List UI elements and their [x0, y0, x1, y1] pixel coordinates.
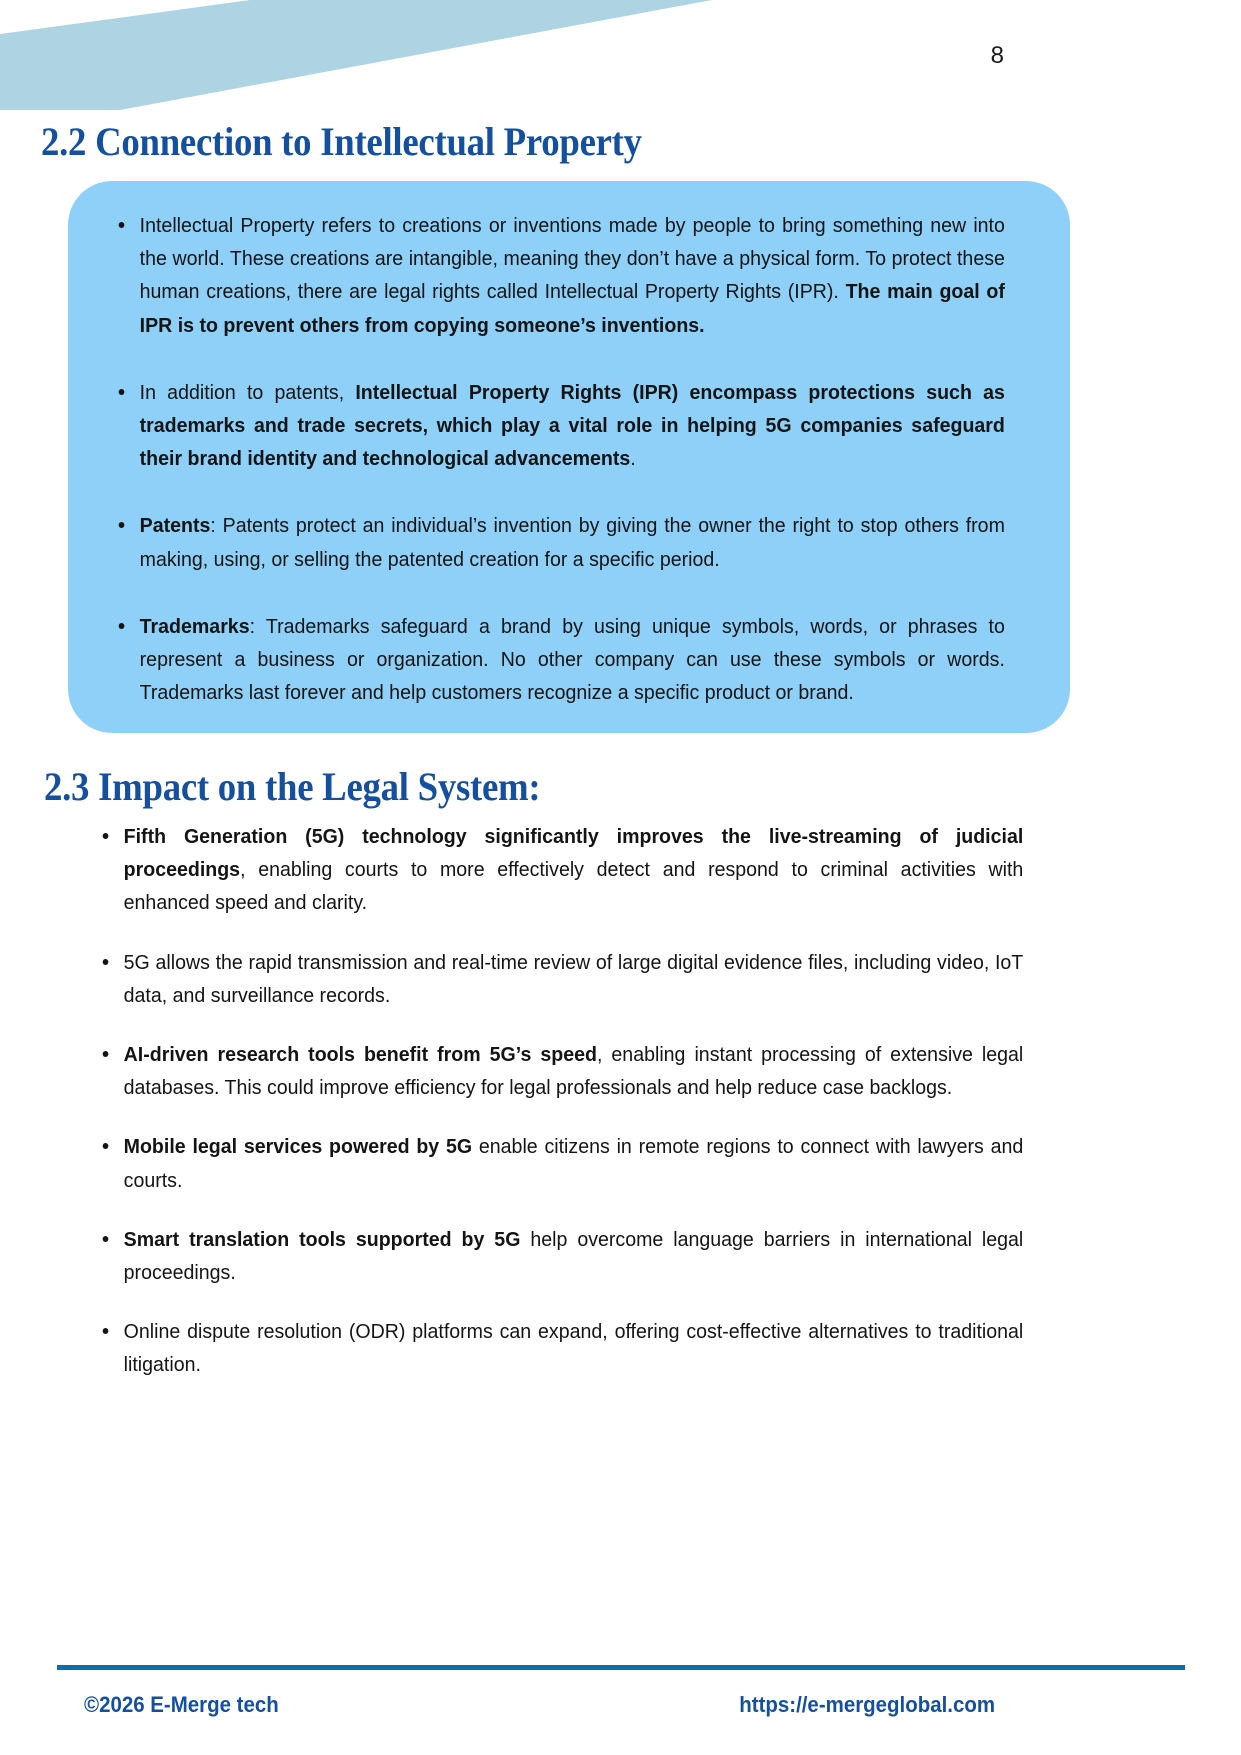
- decorative-band-shape: [0, 0, 720, 110]
- bullet-2-3-item: [74, 1223, 1023, 1289]
- body-text: .: [630, 447, 636, 471]
- emphasized-text: The main goal of IPR is to prevent others from copying someone’s inventions.: [139, 280, 1005, 337]
- footer-copyright: ©2026 E-Merge tech: [84, 1692, 279, 1717]
- section-heading-2-2: 2.2 Connection to Intellectual Property: [41, 119, 642, 164]
- body-text: : Patents protect an individual’s invention by giving the owner the right to stop others from making, using, or selling the patented creation for a specific period.: [139, 514, 1005, 571]
- body-text: , enabling instant processing of extensive legal databases. This could improve efficiency for legal professionals and help reduce case backlogs.: [123, 1043, 1024, 1100]
- bullet-2-2-item: [90, 209, 1005, 342]
- emphasized-text: Mobile legal services powered by 5G: [123, 1135, 473, 1159]
- body-text: 5G allows the rapid transmission and real-time review of large digital evidence files, including video, IoT data, and surveillance records.: [123, 950, 1024, 1007]
- body-text: help overcome language barriers in international legal proceedings.: [123, 1227, 1024, 1285]
- highlight-callout-box: [68, 181, 1070, 733]
- body-text: : Trademarks safeguard a brand by using unique symbols, words, or phrases to represent a business or organization. No other company can use these symbols or words. Trademarks last forever and help customers recognize a specific product or brand.: [139, 614, 1005, 705]
- footer-divider: [57, 1665, 1185, 1670]
- emphasized-text: Intellectual Property Rights (IPR) encompass protections such as trademarks and trade secrets, which play a vital role in helping 5G companies safeguard their brand identity and technological advancements: [139, 380, 1005, 471]
- emphasized-text: Patents: [139, 514, 211, 538]
- bullet-2-3-item: [74, 946, 1023, 1012]
- emphasized-text: Smart translation tools supported by 5G: [123, 1227, 521, 1251]
- decorative-diagonal-band: [0, 0, 720, 110]
- body-text: In addition to patents,: [139, 380, 356, 404]
- page-number: 8: [990, 42, 1004, 69]
- emphasized-text: AI-driven research tools benefit from 5G’s speed: [123, 1043, 597, 1067]
- bullet-list-section-2-3: [74, 820, 1068, 1382]
- emphasized-text: Trademarks: [139, 614, 250, 638]
- bullet-2-3-item: [74, 820, 1023, 920]
- bullet-2-2-item: [90, 610, 1005, 710]
- bullet-2-3-item: [74, 1130, 1023, 1196]
- bullet-2-3-item: [74, 1315, 1023, 1381]
- bullet-2-2-item: [90, 376, 1005, 476]
- bullet-2-3-item: [74, 1038, 1023, 1104]
- body-text: , enabling courts to more effectively detect and respond to criminal activities with enhanced speed and clarity.: [123, 858, 1024, 915]
- body-text: Intellectual Property refers to creations or inventions made by people to bring something new into the world. These creations are intangible, meaning they don’t have a physical form. To protect these human creations, there are legal rights called Intellectual Property Rights (IPR).: [139, 214, 1005, 304]
- emphasized-text: Fifth Generation (5G) technology significantly improves the live-streaming of judicial proceedings: [123, 825, 1024, 882]
- body-text: enable citizens in remote regions to connect with lawyers and courts.: [123, 1135, 1024, 1192]
- body-text: Online dispute resolution (ODR) platforms can expand, offering cost-effective alternatives to traditional litigation.: [123, 1320, 1024, 1377]
- bullet-list-section-2-2: [90, 209, 1048, 709]
- section-heading-2-3: 2.3 Impact on the Legal System:: [44, 764, 541, 809]
- footer-website-link[interactable]: https://e-mergeglobal.com: [739, 1692, 995, 1717]
- bullet-2-2-item: [90, 509, 1005, 575]
